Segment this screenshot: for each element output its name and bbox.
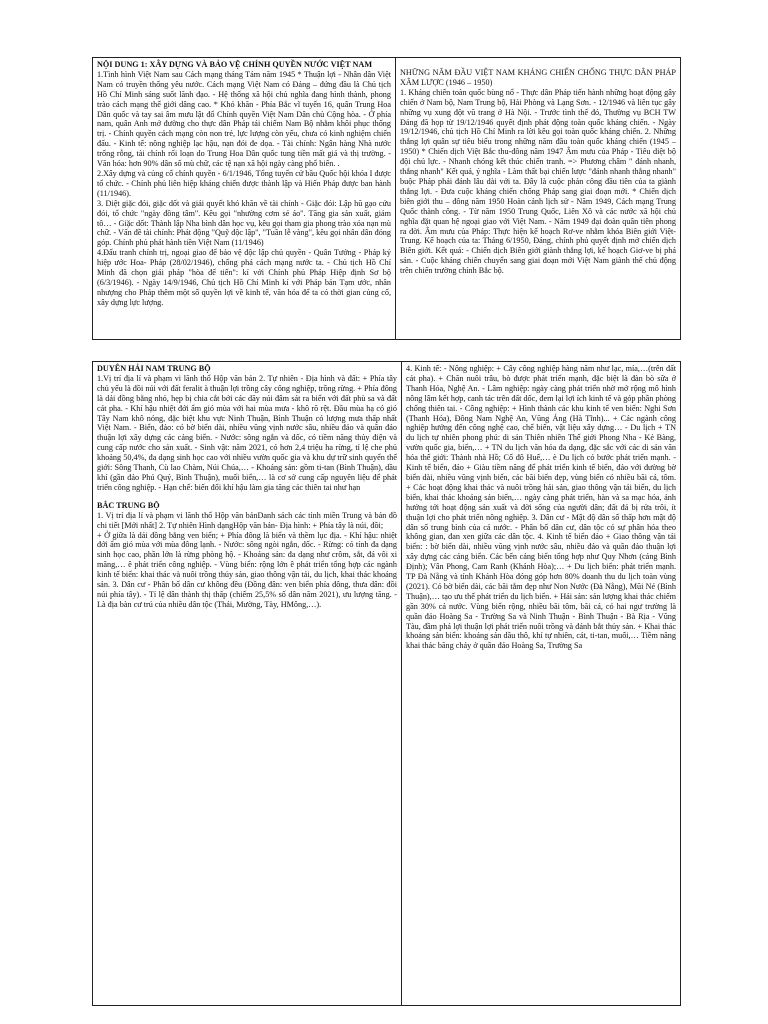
section-body: 1.Vị trí địa lí và phạm vi lãnh thổ Hộp văn bản 2. Tự nhiên - Địa hình và đất: + Phía tây chủ yếu là đồi núi với đất feralit à thuận lợi trồng cây công nghiệp, trồng rừng. + Phía đông là dải đồng bằng nhỏ, hẹp bị chia cắt bởi các dãy núi đâm sát ra biển với đất phù sa và đất cát pha. - Khí hậu nhiệt đới ẩm gió mùa với hai mùa mưa - khô rõ rệt. Đầu mùa hạ có gió Tây Nam khô nóng, đặc biệt khu vực Ninh Thuận, Bình Thuận có lượng mưa thấp nhất Việt Nam. - Biển, đảo: có bờ biển dài, nhiều vũng vịnh nước sâu, nhiều đảo và quần đảo thuận lợi xây dựng các cảng biển. - Nước: sông ngắn và dốc, có tiềm năng thủy điện và cung cấp nước cho sản xuất. - Sinh vật: năm 2021, có hơn 2,4 triệu ha rừng, tỉ lệ che phủ khoảng 50,4%, đa dạng sinh học cao với nhiều vườn quốc gia và khu dự trữ sinh quyển thế giới: Sông Thanh, Cù lao Chàm, Núi Chúa,… - Khoáng sản: gồm ti-tan (Bình Thuận), dầu khí (gần đảo Phú Quý, Bình Thuận), muối biển,… là cơ sở cung cấp nguyên liệu để phát triển công nghiệp. - Hạn chế: biến đổi khí hậu làm gia tăng các thiên tai như hạn [97,373,397,492]
history-notes-table [92,57,681,340]
right-column [395,58,680,339]
section-title: NHỮNG NĂM ĐẦU VIỆT NAM KHÁNG CHIẾN CHỐNG THỰC DÂN PHÁP XÂM LƯỢC (1946 – 1950) [400,68,676,87]
section-body: 1. Vị trí địa lí và phạm vi lãnh thổ Hộp văn bảnDanh sách các tỉnh miền Trung và bản đồ chi tiết [Mới nhất] 2. Tự nhiên Hình dạngHộp văn bản- Địa hình: + Phía tây là núi, đồi; + Ở giữa là dải đồng bằng ven biển; + Phía đông là biển và thềm lục địa. - Khí hậu: nhiệt đới ẩm gió mùa với mùa đông lạnh. - Nước: sông ngòi ngắn, dốc. - Rừng: có tính đa dạng sinh học cao, phần lớn là rừng phòng hộ. - Khoáng sản: đa dạng như crôm, sắt, đá vôi xi măng,… ê phát triển công nghiệp. - Vùng biển: rộng lớn ê phát triển tổng hợp các ngành kinh tế biển: khai thác và nuôi trồng thủy sản, giao thông vận tải, du lịch, khai thác khoáng sản. 3. Dân cư - Phân bố dân cư không đều (Đồng đân: ven biển phía đông, thưa dân: đồi núi phía tây). - Tỉ lệ dân thành thị thấp (chiếm 25,5% số dân năm 2021), ưu lượng tăng. - Là địa bàn cư trú của nhiều dân tộc (Thái, Mường, Tày, HMông,…). [97,510,397,609]
section-body: 1. Kháng chiến toàn quốc bùng nổ - Thực dân Pháp tiến hành những hoạt động gây chiến ở Nam bộ, Nam Trung bộ, Hải Phòng và Lạng Sơn. - 12/1946 và liên tục gây những vụ xung đột vũ trang ở Hà Nội. - Trước tình thế đó, Thường vụ BCH TW Đảng đã họp từ 19/12/1946 quyết định phát động toàn quốc kháng chiến. - Ngày 19/12/1946, chủ tịch Hồ Chí Minh ra lời kêu gọi toàn quốc kháng chiến. 2. Những thắng lợi quân sự tiêu biểu trong những năm đầu toàn quốc kháng chiến (1945 – 1950) * Chiến dịch Việt Bắc thu-đông năm 1947 Âm mưu của Pháp - Tiêu diệt bộ đội chủ lực. - Nhanh chóng kết thúc chiến tranh. => Phương châm " đánh nhanh, thắng nhanh" Kết quả, ý nghĩa - Làm thất bại chiến lược "đánh nhanh thắng nhanh" buộc Pháp phải đánh lâu dài với ta. Đây là cuộc phản công đầu tiên của ta giành thắng lợi. - Đưa cuộc kháng chiến chống Pháp sang giai đoạn mới. * Chiến dịch biên giới thu – đông năm 1950 Hoàn cảnh lịch sử - Năm 1949, Cách mạng Trung Quốc thành công. - Từ năm 1950 Trung Quốc, Liên Xô và các nước xã hội chủ nghĩa đặt quan hệ ngoại giao với Việt Nam. - Năm 1949 đại đoàn quân tiên phong ra đời. Âm mưu của Pháp: Thực hiện kế hoạch Rơ-ve nhằm khóa Biên giới Việt-Trung. Kế hoạch của ta: Tháng 6/1950, Đảng, chính phủ quyết định mở chiến dịch Biên giới. Kết quả: - Chiến dịch Biên giới giành thắng lợi, kế hoạch Giơ-ve bị phá sản. - Cuộc kháng chiến chuyển sang giai đoạn mới Việt Nam giành thế chủ động trên chiến trường chính Bắc bộ. [400,87,676,276]
geography-notes-table [92,361,681,1006]
section-title: BẮC TRUNG BỘ [97,500,160,510]
right-column [401,362,680,1005]
section-title: NỘI DUNG 1: XÂY DỰNG VÀ BẢO VỆ CHÍNH QUYỀN NƯỚC VIỆT NAM [97,60,373,69]
section-title: DUYÊN HẢI NAM TRUNG BỘ [97,364,211,373]
left-column [93,362,401,1005]
section-body: 1.Tình hình Việt Nam sau Cách mạng tháng Tám năm 1945 * Thuận lợi - Nhân dân Việt Nam có truyền thống yêu nước. Cách mạng Việt Nam có Đảng – đứng đầu là Chủ tịch Hồ Chí Minh sáng suốt lãnh đạo. - Hệ thống xã hội chủ nghĩa đang hình thành, phong trào cách mạng thế giới dâng cao. * Khó khăn - Phía Bắc vĩ tuyến 16, quân Trung Hoa Dân quốc và tay sai âm mưu lật đổ Chính quyền Việt Nam Dân chủ Cộng hòa. - Ở phía nam, quân Anh mở đường cho thực dân Pháp tái chiếm Nam Bộ nhằm khôi phục thống trị. - Chính quyền cách mạng còn non trẻ, lực lượng còn yếu, chưa có kinh nghiệm chiến đấu. - Kinh tế: nông nghiệp lạc hậu, nạn đói đe dọa. - Tài chính: Ngân hàng Nhà nước trống rỗng, tài chính rối loạn do Trung Hoa Dân quốc tung tiền mất giá và thị trường. - Văn hóa: hơn 90% dân số mù chữ, các tệ nạn xã hội ngày càng phổ biến. . 2.Xây dựng và củng cố chính quyền - 6/1/1946, Tổng tuyển cử bầu Quốc hội khóa I được tổ chức. - Chính phủ liên hiệp kháng chiến được thành lập và Hiến Pháp được ban hành (11/1946). 3. Diệt giặc đói, giặc dốt và giải quyết khó khăn về tài chính - Giặc đói: Lập hũ gạo cứu đói, tổ chức "ngày đồng tâm". Kêu gọi "nhường cơm sẻ áo". Tăng gia sản xuất, giảm tô… - Giặc dốt: Thành lập Nha bình dân học vụ, kêu gọi tham gia phong trào xóa nạn mù chữ. - Vấn đề tài chính: Phát động "Quỹ độc lập", "Tuần lễ vàng", kêu gọi nhân dân đóng góp. Chính phủ phát hành tiền Việt Nam (11/1946) 4.Đấu tranh chính trị, ngoại giao để bảo vệ độc lập chủ quyền - Quân Tưởng - Pháp ký hiệp ước Hoa- Pháp (28/02/1946), chống phá cách mạng nước ta. - Chủ tịch Hồ Chí Minh đã chọn giải pháp "hòa để tiến": kí với Chính phủ Pháp Hiệp định Sơ bộ (6/3/1946). - Ngày 14/9/1946, Chủ tịch Hồ Chí Minh kí với Pháp bản Tạm ước, nhân nhượng cho Pháp thêm một số quyền lợi về kinh tế, văn hóa để ta có thời gian củng cố, xây dựng lực lượng. [97,69,391,307]
section-body: 4. Kinh tế: - Nông nghiệp: + Cây công nghiệp hàng năm như lạc, mía,…(trên đất cát pha). + Chăn nuôi trâu, bò được phát triển mạnh, đặc biệt là đàn bò sữa ở Thanh Hóa, Nghệ An. - Lâm nghiệp: ngày càng phát triển nhờ mở rộng mô hình nông lâm kết hợp, canh tác trên đất dốc, đem lại lợi ích kinh tế và góp phần phòng chống thiên tai. - Công nghiệp: + Hình thành các khu kinh tế ven biển: Nghi Sơn (Thanh Hóa), Đông Nam Nghệ An, Vũng Áng (Hà Tĩnh)... + Các ngành công nghiệp hướng đến công nghệ cao, chế biến, vật liệu xây dựng… - Du lịch + TN du lịch tự nhiên phong phú: di sản Thiên nhiên Thế giới Phong Nha - Kẻ Bàng, vườn quốc gia, biển,… + TN du lịch văn hóa đa dạng, đặc sắc với các di sản văn hóa thế giới: Thành nhà Hồ; Cố đô Huế,… è Du lịch có bước phát triển mạnh. - Kinh tế biển, đảo + Giàu tiềm năng để phát triển kinh tế biển, đảo với đường bờ biển dài, nhiều vũng vịnh biển, các bãi biển đẹp, vùng biển có nhiều bãi cá, tôm. + Các hoạt động khai thác và nuôi trồng hải sản, giao thông vận tải biển, du lịch biển, khai thác khoáng sản biển,… ngày càng phát triển, hàn và sa mạc hóa, ảnh hưởng tới hoạt động sản xuất và đời sống của người dân; đất đá bị rửa trôi, ít thuận lợi cho phát triển nông nghiệp. 3. Dân cư - Mật độ dân số thấp hơn mật độ dân số trung bình của cả nước. - Phân bố dân cư, dân tộc có sự phân hóa theo không gian, đan xen giữa các dân tộc. 4. Kinh tế biển đảo + Giao thông vận tải biển: : bờ biển dài, nhiều vũng vịnh nước sâu, nhiều đảo và quần đảo thuận lợi xây dựng các cảng biển. Các bến cảng biển tổng hợp như Quy Nhơn (cảng Bình Định); Vân Phong, Cam Ranh (Khánh Hòa);… + Du lịch biển: phát triển mạnh. TP Đà Nẵng và tỉnh Khánh Hòa đóng góp hơn 80% doanh thu du lịch toàn vùng (2021). Có bờ biển dài, các bãi tắm đẹp như Non Nước (Đà Nẵng), Mũi Né (Bình Thuận),… tạo ưu thế phát triển du lịch biển. + Hải sản: sản lượng khai thác chiếm gần 30% cả nước. Vùng biển rộng, nhiều bãi tôm, bãi cá, có hai ngư trường là quần đảo Hoàng Sa - Trường Sa và Ninh Thuận - Bình Thuận - Bà Rịa - Vũng Tàu, đầm phá lợi thuận lợi phát triển nuôi trồng và đánh bắt thủy sản. + Khai thác khoáng sản biển: khoáng sản dầu thô, khí tự nhiên, cát, ti-tan, muối,… Tiềm năng khai thác băng cháy ở quần đảo Hoàng Sa, Trường Sa [406,364,676,651]
left-column [93,58,395,339]
